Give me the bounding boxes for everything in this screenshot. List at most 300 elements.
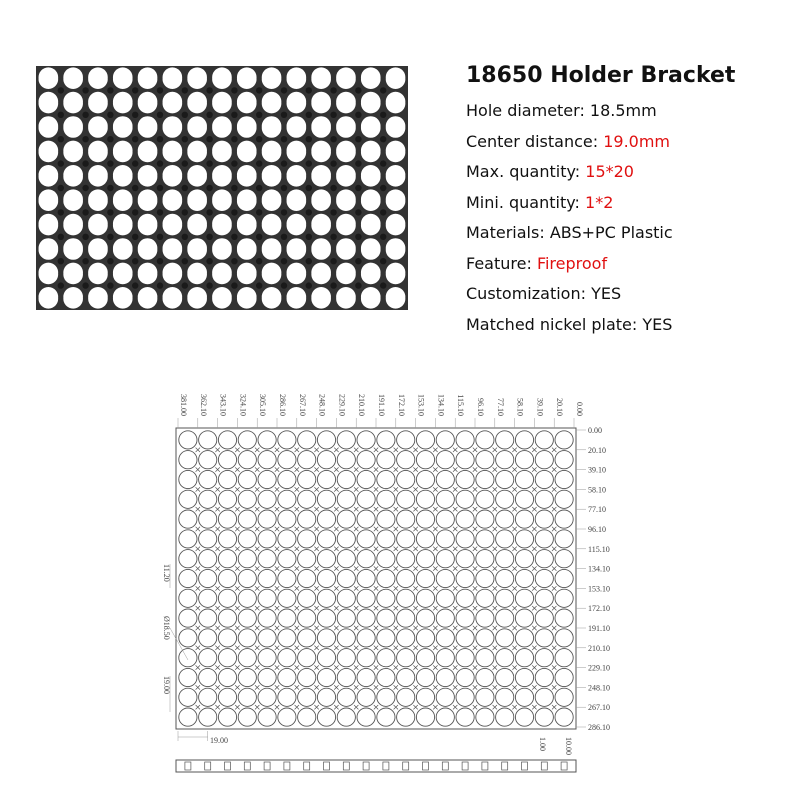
clip-nub — [256, 209, 262, 215]
hole — [298, 431, 316, 449]
clip-nub — [330, 282, 336, 288]
clip-nub — [306, 112, 312, 118]
junction-mark — [433, 665, 437, 669]
hole — [238, 629, 256, 647]
hole — [357, 649, 375, 667]
hole — [199, 490, 217, 508]
junction-mark — [552, 685, 556, 689]
junction-mark — [314, 527, 318, 531]
clip-nub — [82, 258, 88, 264]
clip-nub — [306, 136, 312, 142]
hole — [496, 668, 514, 686]
clip-nub — [107, 136, 113, 142]
hole — [555, 668, 573, 686]
top-dim-label: 362.10 — [198, 394, 208, 416]
clip-nub — [182, 160, 188, 166]
hole — [218, 490, 236, 508]
junction-mark — [354, 487, 358, 491]
junction-mark — [196, 566, 200, 570]
junction-mark — [453, 665, 457, 669]
hole — [535, 589, 553, 607]
hole — [298, 490, 316, 508]
hole — [218, 550, 236, 568]
hole — [218, 688, 236, 706]
profile-slot — [482, 762, 488, 770]
hole — [337, 530, 355, 548]
junction-mark — [235, 705, 239, 709]
junction-mark — [255, 487, 259, 491]
junction-mark — [334, 448, 338, 452]
hole — [416, 451, 434, 469]
junction-mark — [334, 705, 338, 709]
hole — [456, 629, 474, 647]
clip-nub — [82, 87, 88, 93]
junction-mark — [453, 626, 457, 630]
hole — [416, 490, 434, 508]
junction-mark — [433, 586, 437, 590]
junction-mark — [433, 606, 437, 610]
hole — [377, 510, 395, 528]
hole — [317, 569, 335, 587]
hole — [555, 451, 573, 469]
profile-slot — [264, 762, 270, 770]
hole — [357, 569, 375, 587]
clip-nub — [281, 160, 287, 166]
hole — [199, 629, 217, 647]
clip-nub — [58, 136, 64, 142]
top-dim-label: 343.10 — [218, 394, 228, 416]
hole — [456, 431, 474, 449]
clip-nub — [281, 209, 287, 215]
clip-nub — [380, 209, 386, 215]
junction-mark — [552, 586, 556, 590]
clip-nub — [58, 112, 64, 118]
hole — [476, 530, 494, 548]
junction-mark — [473, 547, 477, 551]
clip-nub — [256, 160, 262, 166]
right-dim-label: 134.10 — [588, 564, 610, 574]
clip-nub — [82, 282, 88, 288]
junction-mark — [512, 646, 516, 650]
hole — [397, 569, 415, 587]
junction-mark — [433, 646, 437, 650]
hole — [436, 510, 454, 528]
profile-slot — [541, 762, 547, 770]
hole — [496, 589, 514, 607]
hole — [218, 530, 236, 548]
spec-value: 18.5mm — [589, 101, 657, 120]
clip-nub — [157, 87, 163, 93]
junction-mark — [433, 487, 437, 491]
junction-mark — [235, 507, 239, 511]
clip-nub — [380, 87, 386, 93]
junction-mark — [314, 705, 318, 709]
junction-mark — [413, 566, 417, 570]
junction-mark — [532, 586, 536, 590]
hole — [258, 609, 276, 627]
hole — [357, 510, 375, 528]
junction-mark — [275, 527, 279, 531]
junction-mark — [493, 566, 497, 570]
spec-row — [466, 127, 796, 158]
hole — [476, 550, 494, 568]
hole — [456, 490, 474, 508]
junction-mark — [314, 606, 318, 610]
junction-mark — [552, 547, 556, 551]
hole — [515, 490, 533, 508]
junction-mark — [215, 665, 219, 669]
spec-row — [466, 279, 796, 310]
product-photo — [32, 62, 412, 314]
hole — [317, 688, 335, 706]
junction-mark — [394, 705, 398, 709]
clip-nub — [330, 258, 336, 264]
profile-slot — [522, 762, 528, 770]
bottom-col-pitch-label: 19.00 — [210, 736, 228, 745]
hole — [199, 550, 217, 568]
side-profile — [176, 760, 576, 772]
hole — [357, 530, 375, 548]
hole — [515, 470, 533, 488]
hole — [179, 688, 197, 706]
junction-mark — [394, 685, 398, 689]
hole — [357, 629, 375, 647]
hole — [238, 451, 256, 469]
clip-nub — [132, 282, 138, 288]
junction-mark — [532, 547, 536, 551]
hole — [317, 589, 335, 607]
hole — [238, 550, 256, 568]
hole — [515, 451, 533, 469]
junction-mark — [374, 448, 378, 452]
junction-mark — [374, 507, 378, 511]
hole — [397, 431, 415, 449]
clip-nub — [107, 234, 113, 240]
clip-nub — [306, 209, 312, 215]
junction-mark — [235, 547, 239, 551]
top-dim-label: 191.10 — [377, 394, 386, 416]
clip-nub — [256, 185, 262, 191]
junction-mark — [354, 685, 358, 689]
junction-mark — [196, 547, 200, 551]
hole — [258, 688, 276, 706]
junction-mark — [334, 467, 338, 471]
hole — [515, 550, 533, 568]
hole — [357, 688, 375, 706]
hole — [456, 688, 474, 706]
junction-mark — [295, 586, 299, 590]
hole — [199, 708, 217, 726]
clip-nub — [58, 258, 64, 264]
clip-nub — [306, 258, 312, 264]
hole — [436, 668, 454, 686]
hole — [436, 609, 454, 627]
clip-nub — [281, 234, 287, 240]
hole — [179, 569, 197, 587]
junction-mark — [354, 626, 358, 630]
hole — [258, 431, 276, 449]
junction-mark — [235, 586, 239, 590]
hole — [357, 451, 375, 469]
clip-nub — [182, 209, 188, 215]
junction-mark — [275, 606, 279, 610]
clip-nub — [231, 282, 237, 288]
spec-label: Mini. quantity: — [466, 192, 586, 212]
junction-mark — [354, 606, 358, 610]
clip-nub — [58, 185, 64, 191]
hole — [179, 609, 197, 627]
hole — [436, 490, 454, 508]
hole — [377, 530, 395, 548]
junction-mark — [394, 586, 398, 590]
hole — [535, 668, 553, 686]
clip-nub — [380, 185, 386, 191]
clip-nub — [330, 112, 336, 118]
junction-mark — [512, 586, 516, 590]
junction-mark — [433, 547, 437, 551]
hole — [357, 470, 375, 488]
hole — [397, 609, 415, 627]
junction-mark — [314, 547, 318, 551]
hole — [476, 688, 494, 706]
clip-nub — [330, 209, 336, 215]
junction-mark — [354, 566, 358, 570]
clip-nub — [206, 160, 212, 166]
clip-nub — [58, 234, 64, 240]
hole — [535, 530, 553, 548]
hole — [397, 510, 415, 528]
junction-mark — [235, 626, 239, 630]
clip-nub — [132, 112, 138, 118]
hole — [258, 649, 276, 667]
clip-nub — [281, 136, 287, 142]
hole — [397, 470, 415, 488]
hole — [298, 609, 316, 627]
junction-mark — [334, 507, 338, 511]
hole — [535, 510, 553, 528]
junction-mark — [334, 646, 338, 650]
spec-value: YES — [642, 314, 673, 334]
junction-mark — [552, 527, 556, 531]
junction-mark — [215, 448, 219, 452]
clip-nub — [157, 209, 163, 215]
hole — [218, 629, 236, 647]
hole — [377, 470, 395, 488]
junction-mark — [493, 586, 497, 590]
clip-nub — [206, 87, 212, 93]
clip-nub — [306, 160, 312, 166]
clip-nub — [355, 112, 361, 118]
hole — [337, 510, 355, 528]
spec-value: 19.0mm — [603, 131, 671, 151]
hole — [515, 688, 533, 706]
hole — [377, 490, 395, 508]
junction-mark — [235, 527, 239, 531]
spec-row — [466, 310, 796, 341]
hole — [337, 569, 355, 587]
clip-nub — [182, 234, 188, 240]
clip-nub — [206, 185, 212, 191]
hole — [218, 510, 236, 528]
junction-mark — [354, 665, 358, 669]
hole — [199, 530, 217, 548]
profile-slot — [383, 762, 389, 770]
spec-label: Materials: — [466, 223, 550, 242]
hole — [278, 510, 296, 528]
right-dim-label: 267.10 — [588, 703, 610, 713]
junction-mark — [295, 547, 299, 551]
hole — [199, 688, 217, 706]
junction-mark — [453, 566, 457, 570]
junction-mark — [394, 467, 398, 471]
top-dim-label: 153.10 — [416, 394, 426, 416]
clip-nub — [157, 160, 163, 166]
spec-label: Matched nickel plate: — [466, 314, 643, 334]
junction-mark — [453, 547, 457, 551]
junction-mark — [374, 646, 378, 650]
hole — [436, 431, 454, 449]
hole — [199, 589, 217, 607]
clip-nub — [256, 136, 262, 142]
junction-mark — [552, 665, 556, 669]
hole — [456, 708, 474, 726]
clip-nub — [231, 87, 237, 93]
top-dim-label: 305.10 — [258, 394, 268, 416]
junction-mark — [433, 507, 437, 511]
hole — [515, 510, 533, 528]
junction-mark — [215, 547, 219, 551]
junction-mark — [532, 467, 536, 471]
junction-mark — [255, 586, 259, 590]
junction-mark — [314, 626, 318, 630]
top-dim-label: 0.00 — [575, 402, 584, 416]
left-row-pitch-label: 19.00 — [162, 676, 171, 694]
top-dim-label: 20.10 — [555, 398, 565, 416]
junction-mark — [453, 487, 457, 491]
hole — [476, 451, 494, 469]
junction-mark — [532, 685, 536, 689]
clip-nub — [330, 136, 336, 142]
hole — [555, 490, 573, 508]
hole — [238, 510, 256, 528]
hole — [496, 431, 514, 449]
junction-mark — [512, 467, 516, 471]
hole — [476, 490, 494, 508]
junction-mark — [532, 705, 536, 709]
hole — [357, 431, 375, 449]
junction-mark — [314, 467, 318, 471]
hole — [179, 451, 197, 469]
junction-mark — [374, 586, 378, 590]
hole — [515, 530, 533, 548]
hole — [456, 589, 474, 607]
junction-mark — [275, 705, 279, 709]
clip-nub — [281, 185, 287, 191]
junction-mark — [473, 467, 477, 471]
hole — [496, 629, 514, 647]
junction-mark — [196, 586, 200, 590]
clip-nub — [380, 258, 386, 264]
hole — [179, 629, 197, 647]
junction-mark — [433, 626, 437, 630]
hole — [416, 530, 434, 548]
junction-mark — [394, 547, 398, 551]
hole — [436, 649, 454, 667]
junction-mark — [275, 448, 279, 452]
hole — [238, 431, 256, 449]
junction-mark — [552, 448, 556, 452]
junction-mark — [255, 507, 259, 511]
hole — [535, 629, 553, 647]
top-dim-label: 96.10 — [476, 398, 485, 416]
hole — [456, 470, 474, 488]
hole — [357, 668, 375, 686]
junction-mark — [196, 646, 200, 650]
junction-mark — [374, 527, 378, 531]
hole — [377, 668, 395, 686]
hole — [218, 668, 236, 686]
hole — [377, 649, 395, 667]
hole — [456, 569, 474, 587]
hole — [179, 530, 197, 548]
hole — [377, 550, 395, 568]
right-dim-label: 39.10 — [588, 465, 606, 475]
hole — [535, 708, 553, 726]
hole — [298, 530, 316, 548]
hole — [416, 629, 434, 647]
junction-mark — [295, 448, 299, 452]
junction-mark — [235, 606, 239, 610]
junction-mark — [314, 507, 318, 511]
junction-mark — [295, 685, 299, 689]
junction-mark — [295, 527, 299, 531]
clip-nub — [58, 160, 64, 166]
hole — [555, 550, 573, 568]
clip-nub — [306, 87, 312, 93]
hole — [496, 649, 514, 667]
junction-mark — [275, 547, 279, 551]
hole — [397, 530, 415, 548]
junction-mark — [354, 527, 358, 531]
junction-mark — [196, 626, 200, 630]
hole — [238, 708, 256, 726]
profile-slot — [561, 762, 567, 770]
top-dim-label: 172.10 — [396, 394, 406, 416]
junction-mark — [374, 626, 378, 630]
junction-mark — [235, 566, 239, 570]
hole — [258, 510, 276, 528]
hole — [278, 569, 296, 587]
hole — [416, 431, 434, 449]
top-dim-label: 134.10 — [436, 394, 446, 416]
clip-nub — [206, 209, 212, 215]
clip-nub — [82, 209, 88, 215]
clip-nub — [206, 112, 212, 118]
junction-mark — [473, 606, 477, 610]
hole — [397, 490, 415, 508]
right-dim-label: 191.10 — [588, 624, 610, 633]
junction-mark — [196, 487, 200, 491]
junction-mark — [413, 527, 417, 531]
junction-mark — [413, 626, 417, 630]
right-dim-label: 172.10 — [588, 604, 610, 614]
hole — [258, 589, 276, 607]
junction-mark — [354, 467, 358, 471]
clip-nub — [231, 185, 237, 191]
hole — [298, 629, 316, 647]
clip-nub — [355, 185, 361, 191]
junction-mark — [552, 467, 556, 471]
